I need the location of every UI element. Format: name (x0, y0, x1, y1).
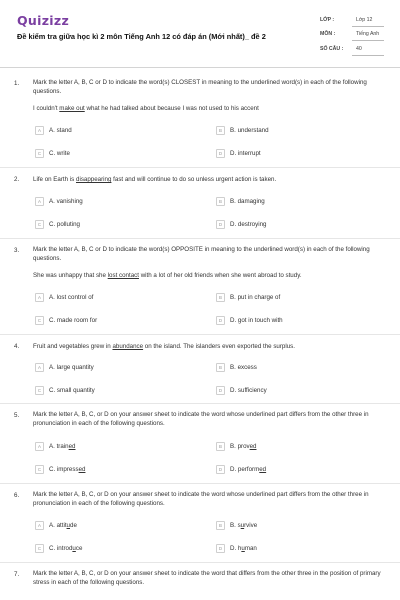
answer-option-c[interactable]: C C. made room for (35, 314, 97, 326)
answer-option-a[interactable]: A A. lost control of (35, 291, 93, 303)
answer-option-a[interactable]: A A. large quantity (35, 361, 94, 373)
option-letter-box: D (216, 465, 225, 474)
option-letter-box: A (35, 363, 44, 372)
question-sentence: I couldn't make out what he had talked about because I was not used to his accent (33, 105, 259, 112)
answer-option-b[interactable]: B B. excess (216, 361, 257, 373)
answer-option-b[interactable]: B B. survive (216, 519, 257, 531)
answer-option-c[interactable]: C C. polluting (35, 218, 80, 230)
question-sentence: She was unhappy that she lost contact with a lot of her old friends when she went abroad to study. (33, 272, 302, 279)
answer-option-c[interactable]: C C. small quantity (35, 384, 95, 396)
option-letter-box: B (216, 126, 225, 135)
option-letter-box: B (216, 442, 225, 451)
answer-option-a[interactable]: A A. trained (35, 440, 76, 452)
option-letter-box: B (216, 293, 225, 302)
question-sentence: Fruit and vegetables grew in abundance on the island. The islanders even exported the surplus. (33, 343, 295, 350)
answer-option-c[interactable]: C C. impressed (35, 463, 85, 475)
answer-option-a[interactable]: A A. stand (35, 124, 72, 136)
question-divider (0, 562, 400, 563)
option-letter-box: D (216, 544, 225, 553)
header-divider (0, 67, 400, 68)
option-letter-box: A (35, 521, 44, 530)
question-instruction: Mark the letter A, B, C, or D on your answer sheet to indicate the word whose underlined part differs from the other three in pronunciation in each of the following questions. (33, 411, 369, 427)
option-letter-box: C (35, 386, 44, 395)
question-number: 3. (14, 247, 20, 254)
meta-subject-line (352, 40, 384, 41)
meta-class-label: LỚP : (320, 17, 335, 23)
meta-subject-label: MÔN : (320, 31, 336, 37)
meta-count-value: 40 (356, 46, 362, 52)
question-number: 7. (14, 571, 20, 578)
option-letter-box: A (35, 442, 44, 451)
answer-option-d[interactable]: D D. got in touch with (216, 314, 283, 326)
answer-option-a[interactable]: A A. vanishing (35, 195, 83, 207)
answer-option-b[interactable]: B B. put in charge of (216, 291, 280, 303)
question-divider (0, 167, 400, 168)
question-instruction: Mark the letter A, B, C or D to indicate the word(s) CLOSEST in meaning to the underlined word(s) in each of the following questions. (33, 79, 367, 95)
option-letter-box: B (216, 363, 225, 372)
question-divider (0, 483, 400, 484)
question-instruction: Mark the letter A, B, C or D to indicate the word(s) OPPOSITE in meaning to the underlined word(s) in each of the following questions. (33, 246, 370, 262)
option-letter-box: D (216, 316, 225, 325)
question-number: 6. (14, 492, 20, 499)
answer-option-d[interactable]: D D. human (216, 542, 257, 554)
question-divider (0, 334, 400, 335)
question-number: 2. (14, 176, 20, 183)
answer-option-c[interactable]: C C. introduce (35, 542, 82, 554)
meta-count-line (352, 55, 384, 56)
document-title: Đề kiểm tra giữa học kì 2 môn Tiếng Anh 12 có đáp án (Mới nhất)_ đề 2 (17, 32, 266, 41)
question-instruction: Mark the letter A, B, C, or D on your answer sheet to indicate the word whose underlined part differs from the other three in pronunciation in each of the following questions. (33, 491, 369, 507)
question-number: 5. (14, 412, 20, 419)
option-letter-box: C (35, 220, 44, 229)
question-number: 1. (14, 80, 20, 87)
option-letter-box: D (216, 220, 225, 229)
underlined-phrase: abundance (112, 343, 144, 350)
option-letter-box: C (35, 149, 44, 158)
option-letter-box: B (216, 521, 225, 530)
answer-option-d[interactable]: D D. sufficiency (216, 384, 267, 396)
option-letter-box: B (216, 197, 225, 206)
question-sentence: Life on Earth is disappearing fast and will continue to do so unless urgent action is taken. (33, 176, 277, 183)
question-divider (0, 238, 400, 239)
answer-option-b[interactable]: B B. understand (216, 124, 269, 136)
meta-class-line (352, 26, 384, 27)
option-letter-box: C (35, 465, 44, 474)
quizizz-logo: Quizizz (17, 13, 70, 28)
worksheet-header (0, 0, 400, 68)
option-letter-box: D (216, 149, 225, 158)
question-instruction: Mark the letter A, B, C, or D on your answer sheet to indicate the word that differs from the other three in the position of primary stress in each of the following questions. (33, 570, 381, 586)
question-number: 4. (14, 343, 20, 350)
answer-option-b[interactable]: B B. damaging (216, 195, 265, 207)
answer-option-a[interactable]: A A. attitude (35, 519, 77, 531)
option-letter-box: C (35, 316, 44, 325)
answer-option-b[interactable]: B B. proved (216, 440, 257, 452)
answer-option-d[interactable]: D D. interrupt (216, 147, 261, 159)
option-letter-box: A (35, 126, 44, 135)
answer-option-d[interactable]: D D. performed (216, 463, 266, 475)
option-letter-box: C (35, 544, 44, 553)
underlined-phrase: disappearing (76, 176, 112, 183)
meta-class-value: Lớp 12 (356, 17, 373, 23)
underlined-phrase: lost contact (107, 272, 139, 279)
underlined-phrase: make out (59, 105, 85, 112)
answer-option-c[interactable]: C C. write (35, 147, 70, 159)
question-divider (0, 403, 400, 404)
option-letter-box: D (216, 386, 225, 395)
meta-count-label: SỐ CÂU : (320, 46, 344, 52)
option-letter-box: A (35, 197, 44, 206)
answer-option-d[interactable]: D D. destroying (216, 218, 266, 230)
option-letter-box: A (35, 293, 44, 302)
meta-subject-value: Tiếng Anh (356, 31, 380, 37)
